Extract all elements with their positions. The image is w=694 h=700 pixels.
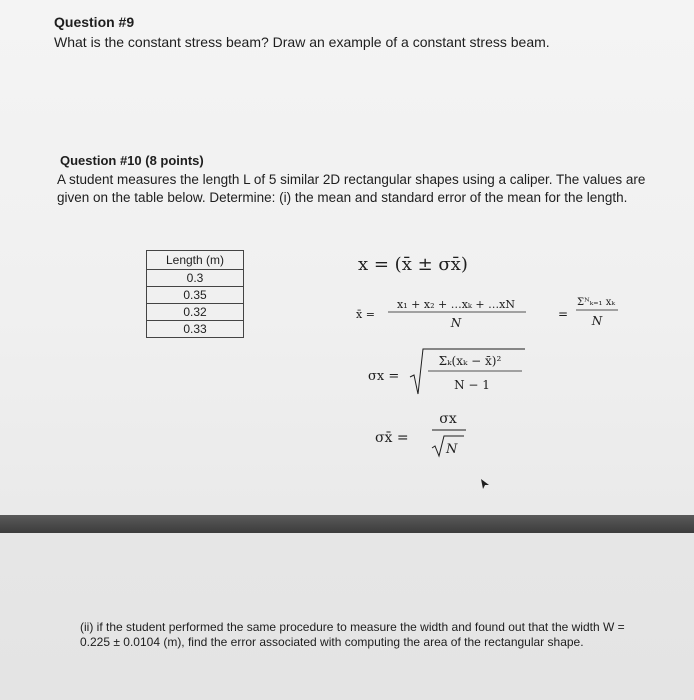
question-10-part2-text: (ii) if the student performed the same procedure to measure the width and found out that the width W = 0.225 ± 0.0104 (m), find the error associated with computing the area of the rectangular shape. xyxy=(80,620,625,649)
question-9-text: What is the constant stress beam? Draw an example of a constant stress beam. xyxy=(54,34,550,50)
mean-denominator: N xyxy=(450,316,462,330)
sem-lhs: σx̄ = xyxy=(375,430,409,446)
page-divider xyxy=(0,515,694,533)
length-value: 0.35 xyxy=(147,287,244,304)
page-lower xyxy=(0,533,694,700)
sigma-numerator: Σₖ(xₖ − x̄)² xyxy=(438,354,502,368)
mean-equals: = xyxy=(558,307,569,321)
sigma-denominator: N − 1 xyxy=(454,378,490,392)
length-value: 0.32 xyxy=(147,304,244,321)
sigma-lhs: σx = xyxy=(368,369,400,384)
length-table xyxy=(146,250,244,338)
formulas xyxy=(330,245,650,470)
mean-sum-denominator: N xyxy=(591,314,603,328)
question-9-title: Question #9 xyxy=(54,14,135,30)
length-table-header: Length (m) xyxy=(147,251,244,270)
mean-sum-numerator: Σᴺₖ₌₁ xₖ xyxy=(577,297,615,308)
mouse-cursor-icon xyxy=(480,478,490,490)
result-formula: x = (x̄ ± σx̄) xyxy=(358,254,468,275)
sem-numerator: σx xyxy=(439,411,457,427)
length-value: 0.33 xyxy=(147,321,244,338)
sem-denominator: N xyxy=(446,442,458,457)
length-value: 0.3 xyxy=(147,270,244,287)
question-10-text: A student measures the length L of 5 similar 2D rectangular shapes using a caliper. The values are given on the table below. Determine: (i) the mean and standard error of the mean for the length. xyxy=(57,172,646,205)
question-10-title: Question #10 (8 points) xyxy=(60,153,204,168)
mean-lhs: x̄ = xyxy=(356,308,375,321)
mean-numerator: x₁ + x₂ + …xₖ + …xN xyxy=(397,298,515,311)
